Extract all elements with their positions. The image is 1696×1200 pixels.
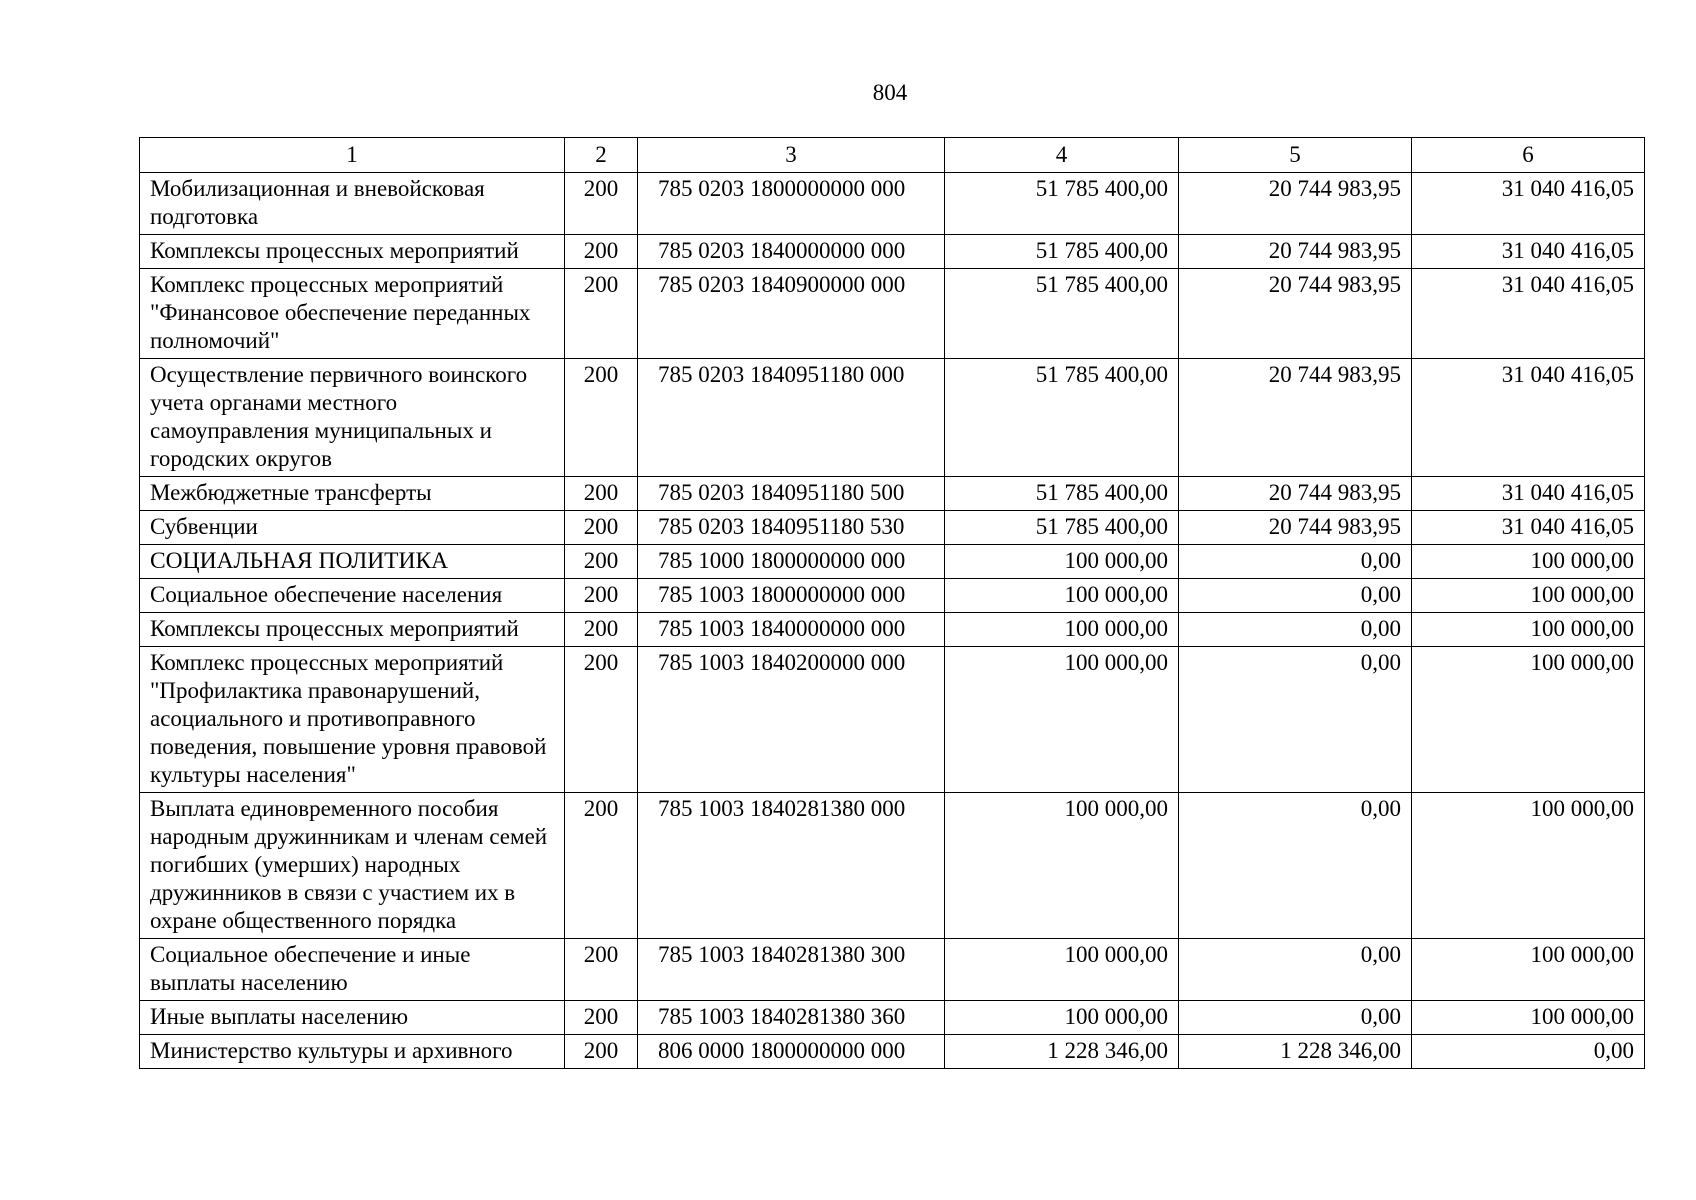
row-value-5: 1 228 346,00 [1179,1035,1412,1069]
column-header: 5 [1179,138,1412,173]
column-header: 2 [565,138,638,173]
table-row [140,359,1645,477]
row-name: Межбюджетные трансферты [140,477,565,511]
row-value-6: 100 000,00 [1412,939,1645,1001]
row-value-5: 20 744 983,95 [1179,173,1412,235]
row-value-5: 20 744 983,95 [1179,359,1412,477]
row-value-4: 100 000,00 [945,939,1179,1001]
row-value-6: 100 000,00 [1412,613,1645,647]
row-classification-code: 785 1003 1840281380 360 [638,1001,945,1035]
row-name: Мобилизационная и вневойсковая подготовка [140,173,565,235]
row-code: 200 [565,1035,638,1069]
row-name: Осуществление первичного воинского учета органами местного самоуправления муниципальных и городских округов [140,359,565,477]
row-code: 200 [565,939,638,1001]
row-value-6: 31 040 416,05 [1412,511,1645,545]
row-name: Социальное обеспечение и иные выплаты населению [140,939,565,1001]
row-classification-code: 785 1003 1840281380 000 [638,793,945,939]
table-row [140,939,1645,1001]
row-classification-code: 785 1003 1840200000 000 [638,647,945,793]
row-value-5: 0,00 [1179,939,1412,1001]
table-row [140,235,1645,269]
row-classification-code: 785 0203 1840951180 500 [638,477,945,511]
page-number: 804 [872,80,908,105]
row-code: 200 [565,511,638,545]
row-value-4: 100 000,00 [945,1001,1179,1035]
row-name: Комплексы процессных мероприятий [140,235,565,269]
row-code: 200 [565,359,638,477]
row-value-4: 100 000,00 [945,793,1179,939]
row-value-4: 51 785 400,00 [945,477,1179,511]
row-value-6: 100 000,00 [1412,1001,1645,1035]
table-row [140,613,1645,647]
table-row [140,1035,1645,1069]
row-value-6: 100 000,00 [1412,793,1645,939]
row-value-5: 20 744 983,95 [1179,269,1412,359]
row-value-6: 100 000,00 [1412,647,1645,793]
row-value-6: 31 040 416,05 [1412,235,1645,269]
row-value-6: 100 000,00 [1412,579,1645,613]
row-value-5: 20 744 983,95 [1179,477,1412,511]
table-row [140,477,1645,511]
row-value-5: 0,00 [1179,545,1412,579]
table-row [140,793,1645,939]
row-value-6: 31 040 416,05 [1412,477,1645,511]
row-value-6: 31 040 416,05 [1412,173,1645,235]
table-row [140,511,1645,545]
row-name: Комплексы процессных мероприятий [140,613,565,647]
table-row [140,173,1645,235]
row-value-4: 100 000,00 [945,545,1179,579]
row-code: 200 [565,235,638,269]
table-header-row [140,138,1645,173]
row-name: Комплекс процессных мероприятий "Профилактика правонарушений, асоциального и противоправного поведения, повышение уровня правовой культуры населения" [140,647,565,793]
row-value-5: 20 744 983,95 [1179,511,1412,545]
row-name: Иные выплаты населению [140,1001,565,1035]
row-value-4: 51 785 400,00 [945,269,1179,359]
row-classification-code: 785 0203 1840900000 000 [638,269,945,359]
row-name: Комплекс процессных мероприятий "Финансовое обеспечение переданных полномочий" [140,269,565,359]
row-code: 200 [565,477,638,511]
row-value-5: 0,00 [1179,579,1412,613]
row-value-4: 51 785 400,00 [945,173,1179,235]
row-name: СОЦИАЛЬНАЯ ПОЛИТИКА [140,545,565,579]
budget-table [139,137,1645,1069]
row-classification-code: 785 0203 1840951180 000 [638,359,945,477]
row-name: Субвенции [140,511,565,545]
row-code: 200 [565,269,638,359]
row-code: 200 [565,173,638,235]
row-value-4: 51 785 400,00 [945,511,1179,545]
row-code: 200 [565,613,638,647]
row-value-4: 100 000,00 [945,579,1179,613]
row-classification-code: 785 0203 1840000000 000 [638,235,945,269]
row-value-4: 100 000,00 [945,613,1179,647]
column-header: 1 [140,138,565,173]
row-value-4: 51 785 400,00 [945,359,1179,477]
table-row [140,1001,1645,1035]
row-value-6: 31 040 416,05 [1412,359,1645,477]
row-code: 200 [565,793,638,939]
row-value-5: 0,00 [1179,793,1412,939]
row-name: Социальное обеспечение населения [140,579,565,613]
row-code: 200 [565,647,638,793]
column-header: 4 [945,138,1179,173]
row-value-5: 0,00 [1179,613,1412,647]
row-value-6: 100 000,00 [1412,545,1645,579]
row-value-5: 20 744 983,95 [1179,235,1412,269]
column-header: 6 [1412,138,1645,173]
row-classification-code: 785 0203 1840951180 530 [638,511,945,545]
table-row [140,269,1645,359]
row-value-4: 51 785 400,00 [945,235,1179,269]
table-row [140,579,1645,613]
row-value-6: 0,00 [1412,1035,1645,1069]
table-row [140,545,1645,579]
row-classification-code: 785 1000 1800000000 000 [638,545,945,579]
row-value-4: 1 228 346,00 [945,1035,1179,1069]
row-value-5: 0,00 [1179,647,1412,793]
row-value-4: 100 000,00 [945,647,1179,793]
row-classification-code: 785 1003 1800000000 000 [638,579,945,613]
row-name: Выплата единовременного пособия народным дружинникам и членам семей погибших (умерших) народных дружинников в связи с участием их в охране общественного порядка [140,793,565,939]
row-classification-code: 785 1003 1840000000 000 [638,613,945,647]
row-code: 200 [565,1001,638,1035]
column-header: 3 [638,138,945,173]
row-name: Министерство культуры и архивного [140,1035,565,1069]
row-classification-code: 785 1003 1840281380 300 [638,939,945,1001]
table-row [140,647,1645,793]
row-classification-code: 806 0000 1800000000 000 [638,1035,945,1069]
row-value-5: 0,00 [1179,1001,1412,1035]
row-code: 200 [565,545,638,579]
row-code: 200 [565,579,638,613]
row-classification-code: 785 0203 1800000000 000 [638,173,945,235]
row-value-6: 31 040 416,05 [1412,269,1645,359]
